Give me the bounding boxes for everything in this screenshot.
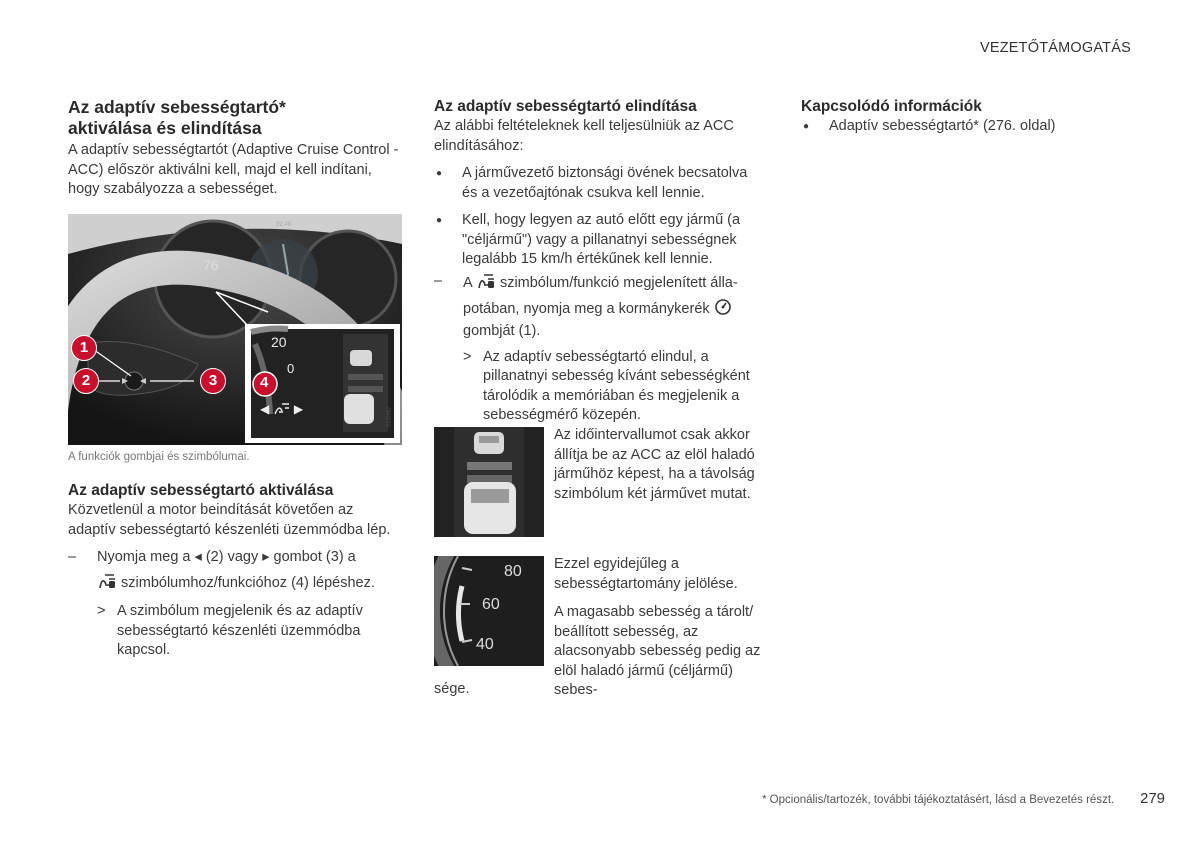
callout-1: 1 bbox=[71, 335, 97, 361]
step-text-c: potában, nyomja meg a kormánykerék bbox=[463, 300, 710, 317]
page-number: 279 bbox=[1140, 790, 1166, 807]
step-dash: – bbox=[434, 273, 443, 289]
conditions-list bbox=[434, 164, 764, 278]
cluster-illustration bbox=[68, 214, 402, 445]
page-title: Az adaptív sebességtartó* aktiválása és elindítása bbox=[68, 97, 286, 138]
activation-heading: Az adaptív sebességtartó aktiválása bbox=[68, 482, 334, 499]
display-value-lower: 0 bbox=[287, 361, 295, 376]
acc-symbol-selector: ◀ ▶ bbox=[260, 402, 304, 416]
callout-3: 3 bbox=[200, 368, 226, 394]
start-step bbox=[434, 272, 764, 426]
step-result: Az adaptív sebességtartó elindul, a pillanatnyi sebesség kívánt sebességként tárolódik a memóriában és megjelenik a sebességmérő közepén. bbox=[483, 348, 750, 423]
distance-illustration bbox=[434, 427, 544, 537]
related-heading: Kapcsolódó információk bbox=[801, 98, 982, 115]
step-dash: – bbox=[68, 549, 77, 565]
range-text-2: A magasabb sebesség a tárolt/ beállított sebesség, az alacsonyabb sebesség pedig az elöl haladó jármű (céljármű) sebes- bbox=[554, 604, 761, 698]
activation-step bbox=[68, 548, 403, 661]
step-text-b: szimbólum/funkció megjelenített álla- bbox=[499, 275, 738, 291]
step-result: A szimbólum megjelenik és az adaptív sebességtartó készenléti üzemmódba kapcsol. bbox=[117, 603, 363, 658]
related-list bbox=[801, 117, 1131, 145]
acc-icon bbox=[273, 402, 291, 415]
callout-4: 4 bbox=[260, 374, 269, 391]
speed-range-image bbox=[434, 556, 544, 666]
step-text-b: szimbólumhoz/funkcióhoz (4) lépéshez. bbox=[121, 574, 375, 591]
footnote: * Opcionális/tartozék, további tájékoztatásért, lásd a Bevezetés részt. bbox=[762, 794, 1115, 806]
list-item: ● A járművezető biztonsági övének becsatolva és a vezetőajtónak csukva kell lennie. bbox=[434, 164, 764, 203]
callout-2: 2 bbox=[73, 368, 99, 394]
activation-text: Közvetlenül a motor beindítását követően az adaptív sebességtartó készenléti üzemmódba lép. bbox=[68, 502, 391, 538]
speedometer-button-icon bbox=[714, 298, 732, 323]
gauge-label-60: 60 bbox=[482, 596, 500, 613]
step-text-a: Nyomja meg a ◂ (2) vagy ▸ gombot (3) a bbox=[97, 549, 356, 565]
gap-description: Az időintervallumot csak akkor állítja be az ACC az elöl haladó járműhöz képest, ha a távolság szimbólum két járművet mutat. bbox=[554, 427, 755, 502]
related-link[interactable]: ● Adaptív sebességtartó* (276. oldal) bbox=[801, 117, 1131, 137]
list-item: ● Kell, hogy legyen az autó előtt egy jármű (a "céljármű") vagy a pillanatnyi sebességnek legalább 15 km/h értékűnek kell lennie. bbox=[434, 211, 764, 270]
display-value-upper: 20 bbox=[271, 334, 287, 350]
acc-icon bbox=[97, 572, 117, 597]
start-intro: Az alábbi feltételeknek kell teljesülniük az ACC elindításához: bbox=[434, 118, 734, 154]
distance-symbol-image bbox=[434, 427, 544, 537]
result-mark: > bbox=[463, 348, 472, 365]
result-mark: > bbox=[97, 603, 106, 619]
intro-paragraph: A adaptív sebességtartót (Adaptive Cruise Control - ACC) először aktiválni kell, majd el kell indítani, hogy szabályozza a sebességet. bbox=[68, 142, 399, 197]
clock-readout: 22:46 bbox=[276, 222, 292, 228]
figure-code: G032867 bbox=[386, 406, 393, 428]
gauge-label-80: 80 bbox=[504, 563, 522, 580]
gauge-label-40: 40 bbox=[476, 636, 494, 653]
cluster-figure bbox=[68, 214, 402, 445]
range-text-tail: sége. bbox=[434, 681, 470, 697]
speed-readout: 76 bbox=[203, 257, 219, 273]
step-text-d: gombját (1). bbox=[463, 323, 541, 339]
range-text-1: Ezzel egyidejűleg a sebességtartomány jelölése. bbox=[554, 556, 738, 592]
acc-icon bbox=[476, 272, 496, 297]
section-header: VEZETŐTÁMOGATÁS bbox=[980, 40, 1131, 56]
figure-caption: A funkciók gombjai és szimbólumai. bbox=[68, 451, 250, 463]
step-text-a: A bbox=[463, 275, 472, 291]
start-heading: Az adaptív sebességtartó elindítása bbox=[434, 98, 697, 115]
